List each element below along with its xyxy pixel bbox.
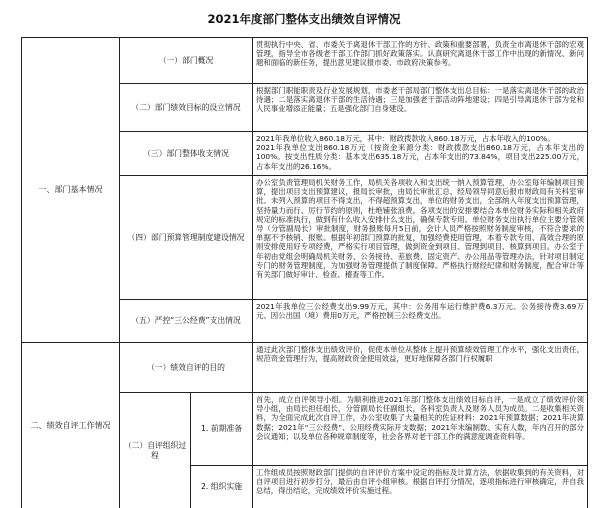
paragraph-expenditure: 2021年我单位支出860.18万元（按资金来源分类：财政拨款支出860.18万元，占本年支出的100%。按支出性质分类：基本支出635.18万元，占本年支出的73.84%，项目支出225.00万元，占本年支出的26.16%。 [256, 143, 584, 171]
row-label-performance-goals: （二）部门绩效目标的设立情况 [119, 83, 253, 132]
section-heading-self-evaluation: 二、绩效自评工作情况 [21, 342, 120, 508]
step-content-implementation [252, 465, 588, 508]
step-label-implementation: 2. 组织实施 [190, 465, 253, 508]
step-content-preparation [252, 392, 588, 466]
paragraph: 工作组成员按照财政部门提供的自评评价方案中设定的指标及计算方法，依据收集到的有关资料，对自评项目进行初步打分，最后由自评小组审核。根据自评打分情况，逐项指标进行审核确定，并自我总结，得出结论，完成绩效评价实施过程。 [256, 468, 584, 496]
paragraph: 办公室负责管理局机关财务工作，局机关各项收入和支出统一纳入预算管理，办公室每年编制项目预算，提出项目支出预算建议，报局长审批，由局长审批汇总，经局领导同意后报市财政局有关科室审批。未列入预算的项目不得支出，不得超预算支出，单位的财务支出，全部纳入年度支出预算管理，坚持量力而行、厉行节约的原则，杜绝铺张浪费。各项支出的安排要结合本单位财务实际和相关政府规定的标准执行，做到有什么收入安排什么支出，确保专款专用。单位财务支出执行单位主要分管领导（分管副局长）审批制度，财务报账每月5日前，会计人员严格按照财务制度审核，不符合要求的单据不予核销、报账。根据年初部门预算的批复，加强经费使用管理，本着专款专用、高效合理的原则安排使用好专项经费，严格实行项目管理，做到资金到项目、管理到项目、核算到项目。办公室于年初由党组会明确局机关财务、公务接待、差旅费、固定资产、办公用品等管理办法，针对项目制定专门的财务管理制度，为加强财务管理提供了制度保障。严格执行财经纪律和财务制度，配合审计等有关部门做好审计、检查、稽查等工作。 [256, 178, 584, 280]
row-content-budget-management [252, 175, 588, 300]
section-heading-basic-info: 一、部门基本情况 [21, 37, 120, 343]
paragraph: 贯彻执行中央、省、市委关于离退休干部工作的方针、政策和重要部署，负责全市离退休干部的宏观管理，指导全市各级老干部工作部门抓好政策落实。认真研究离退休干部工作中出现的新情况、新问题和面临的新任务，提出意见建议报市委、市政府决策参考。 [256, 40, 584, 68]
paragraph: 2021年我单位三公经费支出9.99万元，其中：公务用车运行维护费6.3万元、公务接待费3.69万元、因公出国（境）费用0万元，严格控制三公经费支出。 [256, 302, 584, 321]
paragraph: 通过此次部门整体支出绩效评价，促使本单位从整体上提升预算绩效管理工作水平，强化支出责任，规范资金管理行为，提高财政资金使用效益，更好地保障各部门行权履职 [256, 345, 584, 364]
row-content-three-public-expenses [252, 299, 588, 343]
row-content-overview [252, 37, 588, 84]
row-content-income-expenditure [252, 131, 588, 176]
row-label-evaluation-purpose: （一）绩效自评的目的 [119, 342, 253, 393]
row-label-overview: （一）部门概况 [119, 37, 253, 84]
paragraph-income: 2021年我单位收入860.18万元，其中：财政拨款收入860.18万元，占本年收入的100%。 [256, 134, 555, 143]
row-content-evaluation-purpose [252, 342, 588, 393]
paragraph: 首先，成立自评领导小组。为顺利推进2021年部门整体支出绩效目标自评，一是成立了绩效评价领导小组，由局长担任组长，分管副局长任副组长，各科室负责人及财务人员为成员。二是收集相关资料，为全面完成此次自评工作，办公室收集了大量相关的佐证材料：2021年预算数据；2021年决算数据；2021年“三公经费”、公用经费实际开支数据；2021年末编制数、实有人数，年内召开的部分会议通知；以及单位各种规章制度等，社会各界对老干部工作的满意度调查资料等。 [256, 395, 584, 441]
paragraph: 根据部门职能职责及行业发展规划，市委老干部局部门整体支出总目标：一是落实离退休干部的政治待遇；二是落实离退休干部的生活待遇；三是加强老干部活动阵地建设；四是引导离退休干部为党和人民事业增添正能量；五是强化部门自身建设。 [256, 86, 584, 114]
row-label-income-expenditure: （三）部门整体收支情况 [119, 131, 253, 176]
row-label-three-public-expenses: （五）严控“三公经费”支出情况 [119, 299, 253, 343]
row-label-organization-process: （二）自评组织过程 [119, 392, 191, 508]
row-content-performance-goals [252, 83, 588, 132]
row-label-budget-management: （四）部门预算管理制度建设情况 [119, 175, 253, 300]
page-title: 2021年度部门整体支出绩效自评情况 [207, 12, 401, 26]
step-label-preparation: 1. 前期准备 [190, 392, 253, 466]
